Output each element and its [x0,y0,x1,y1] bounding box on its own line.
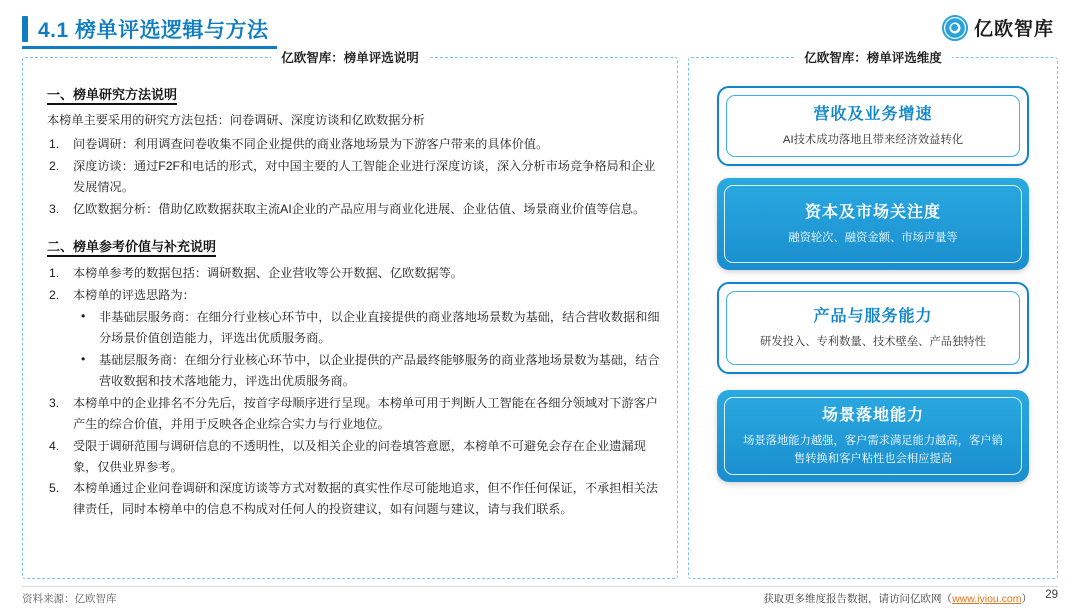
footer-note [763,591,1032,606]
left-panel-content [47,84,661,521]
dimension-card-title: 营收及业务增速 [813,105,933,123]
list-item [47,436,661,478]
list-item-text: 亿欧数据分析：借助亿欧数据获取主流AI企业的产品应用与商业化进展、企业估值、场景商业价值等信息。 [73,202,646,217]
right-panel-title [689,48,1057,66]
left-panel [22,51,678,579]
section2-heading-text: 二、榜单参考价值与补充说明 [47,239,216,257]
logo-circle-icon [942,15,968,41]
section2-sublist [75,307,661,392]
dimension-card-desc: 融资轮次、融资金额、市场声量等 [788,231,958,244]
list-item [47,393,661,435]
sublist-bullet: • [81,308,86,323]
list-item [47,199,661,220]
section1-lead: 本榜单主要采用的研究方法包括：问卷调研、深度访谈和亿欧数据分析 [47,113,425,128]
left-panel-title-text: 亿欧智库：榜单评选说明 [271,51,429,65]
sublist-item-text: 基础层服务商：在细分行业核心环节中，以企业提供的产品最终能够服务的商业落地场景数为基础，结合营收数据和技术落地能力，评选出优质服务商。 [99,352,660,388]
page-title-group [22,14,269,44]
dimension-card-inner [724,185,1022,263]
sublist-bullet: • [81,351,86,366]
list-item-number: 4. [49,438,60,453]
list-item [47,285,661,392]
section2-list [47,263,661,521]
dimension-card-inner [724,397,1022,475]
section2-heading [47,236,661,258]
dimension-card-product [717,282,1029,374]
footer-note-prefix: 获取更多维度报告数据，请访问亿欧网（ [763,593,953,605]
title-accent-bar [22,16,28,42]
brand-logo [942,14,1054,41]
sublist-item-text: 非基础层服务商：在细分行业核心环节中，以企业直接提供的商业落地场景数为基础，结合营收数据和细分场景价值创造能力，评选出优质服务商。 [99,309,660,345]
list-item-text: 本榜单参考的数据包括：调研数据、企业营收等公开数据、亿欧数据等。 [73,265,463,280]
dimension-card-title: 资本及市场关注度 [804,203,941,221]
section1-heading-text: 一、榜单研究方法说明 [47,87,177,105]
dimension-card-capital [717,178,1029,270]
dimension-card-scenario [717,390,1029,482]
list-item [47,263,661,284]
left-panel-title [23,48,677,66]
footer-note-link[interactable]: www.iyiou.com [952,593,1022,605]
page-number: 29 [1045,589,1058,601]
list-item [47,134,661,155]
sublist-item [75,350,661,392]
list-item-number: 5. [49,481,60,496]
section2-block [47,236,661,520]
list-item-text: 深度访谈：通过F2F和电话的形式，对中国主要的人工智能企业进行深度访谈，深入分析市场竞争格局和企业发展情况。 [73,159,656,195]
list-item-number: 1. [49,265,60,280]
right-panel-title-text: 亿欧智库：榜单评选维度 [794,51,952,65]
dimension-card-revenue [717,86,1029,166]
section1-heading [47,84,661,106]
dimension-card-desc: 研发投入、专利数量、技术壁垒、产品独特性 [760,335,986,348]
list-item-text: 问卷调研：利用调查问卷收集不同企业提供的商业落地场景为下游客户带来的具体价值。 [73,137,549,152]
list-item-number: 3. [49,395,60,410]
dimension-card-inner [726,95,1020,157]
list-item-text: 本榜单的评选思路为： [73,287,195,302]
dimension-card-inner [726,291,1020,365]
dimension-card-desc: 场景落地能力越强，客户需求满足能力越高，客户销售转换和客户粘性也会相应提高 [743,435,1003,465]
page-title: 4.1 榜单评选逻辑与方法 [38,19,269,42]
right-panel [688,51,1058,579]
logo-text: 亿欧智库 [973,19,1054,40]
list-item-number: 3. [49,202,60,217]
section1-list [47,134,661,220]
list-item-text: 本榜单中的企业排名不分先后，按首字母顺序进行呈现。本榜单可用于判断人工智能在各细分领域对下游客户产生的综合价值，并用于反映各企业综合实力与行业地位。 [73,395,658,431]
list-item [47,156,661,198]
footer-source: 资料来源：亿欧智库 [22,593,117,605]
section2-sublist-wrap [75,307,661,392]
footer-note-suffix: ） [1021,593,1032,605]
list-item-text: 本榜单通过企业问卷调研和深度访谈等方式对数据的真实性作尽可能地追求，但不作任何保证，不承担相关法律责任，同时本榜单中的信息不构成对任何人的投资建议，如有问题与建议，请与我们联系。 [73,481,658,517]
list-item-number: 1. [49,137,60,152]
dimension-card-desc: AI技术成功落地且带来经济效益转化 [782,133,964,146]
dimension-card-title: 场景落地能力 [821,407,924,424]
list-item [47,478,661,520]
list-item-text: 受限于调研范围与调研信息的不透明性，以及相关企业的问卷填答意愿，本榜单不可避免会存在企业遗漏现象，仅供业界参考。 [73,438,646,474]
footer-divider [22,586,1058,587]
sublist-item [75,307,661,349]
list-item-number: 2. [49,159,60,174]
list-item-number: 2. [49,287,60,302]
dimension-card-title: 产品与服务能力 [813,307,933,325]
